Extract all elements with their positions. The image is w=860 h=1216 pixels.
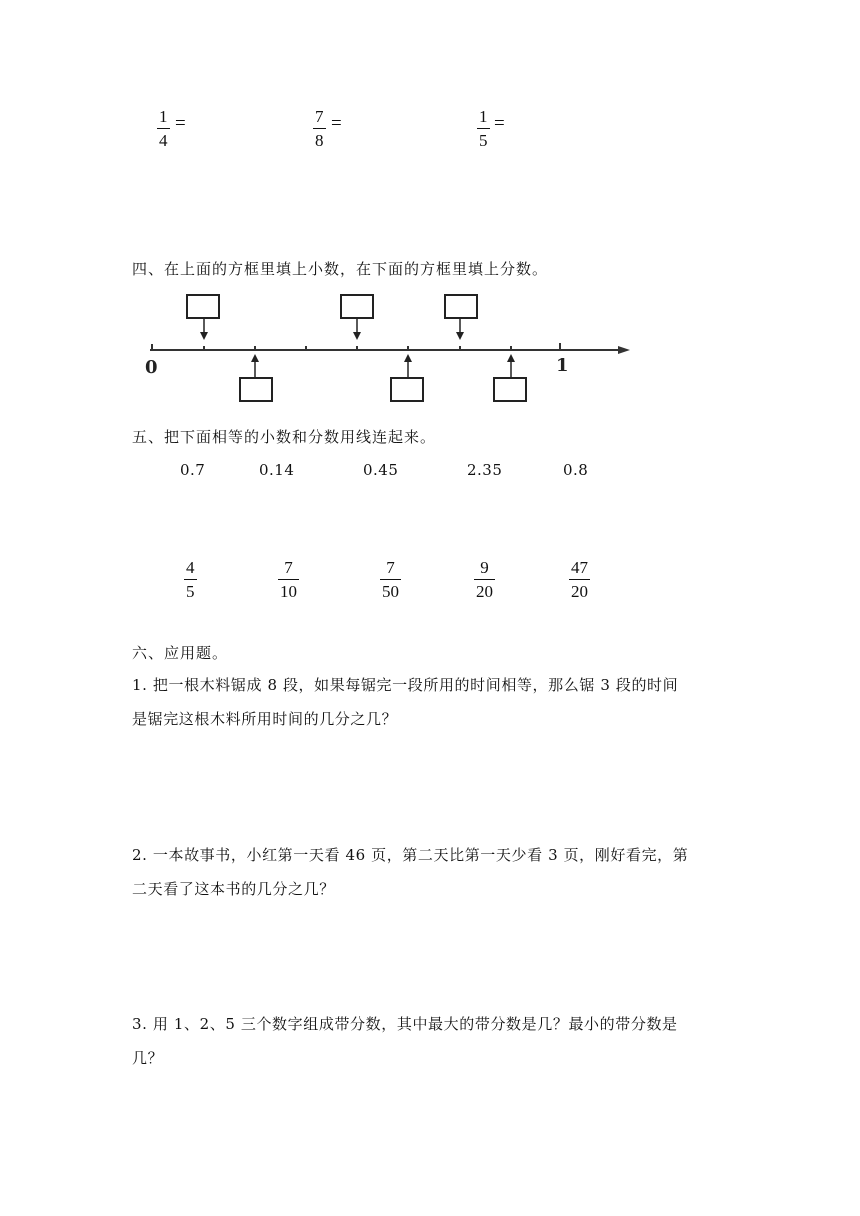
problem-line: 1. 把一根木料锯成 8 段，如果每锯完一段所用的时间相等，那么锯 3 段的时间 [132, 676, 679, 694]
fraction-denominator: 8 [315, 131, 324, 150]
fraction-numerator: 9 [480, 558, 489, 577]
one-label: 1 [556, 355, 569, 376]
fraction-denominator: 20 [571, 582, 588, 601]
fraction-1-4 [157, 108, 170, 149]
problem-line: 几？ [132, 1049, 164, 1067]
fraction-denominator: 5 [186, 582, 195, 601]
equals-sign: = [494, 113, 505, 134]
fraction-denominator: 4 [159, 131, 168, 150]
upper-answer-box[interactable] [445, 295, 477, 318]
fraction-denominator: 5 [479, 131, 488, 150]
problem-line: 2. 一本故事书，小红第一天看 46 页，第二天比第一天少看 3 页，刚好看完，第 [132, 846, 689, 864]
fraction-numerator: 4 [186, 558, 195, 577]
upper-answer-box[interactable] [187, 295, 219, 318]
lower-answer-box[interactable] [240, 378, 272, 401]
word-problem-2 [132, 838, 742, 906]
decimal-item[interactable]: 0.7 [180, 461, 206, 479]
lower-answer-box[interactable] [391, 378, 423, 401]
word-problem-1 [132, 668, 742, 736]
fraction-item[interactable] [380, 559, 401, 600]
problem-line: 是锯完这根木料所用时间的几分之几？ [132, 710, 398, 728]
zero-label: 0 [145, 357, 158, 378]
fraction-item[interactable] [184, 559, 197, 600]
section-5-heading: 五、把下面相等的小数和分数用线连起来。 [132, 428, 437, 446]
fraction-numerator: 47 [571, 558, 588, 577]
section-6-heading: 六、应用题。 [132, 644, 229, 662]
fraction-denominator: 50 [382, 582, 399, 601]
word-problem-3 [132, 1007, 742, 1075]
decimal-item[interactable]: 0.14 [259, 461, 295, 479]
decimal-item[interactable]: 2.35 [467, 461, 503, 479]
fraction-numerator: 1 [479, 107, 488, 126]
decimal-item[interactable]: 0.8 [563, 461, 589, 479]
fraction-numerator: 1 [159, 107, 168, 126]
fraction-denominator: 20 [476, 582, 493, 601]
fraction-item[interactable] [569, 559, 590, 600]
lower-answer-box[interactable] [494, 378, 526, 401]
fraction-item[interactable] [278, 559, 299, 600]
fraction-denominator: 10 [280, 582, 297, 601]
fraction-numerator: 7 [315, 107, 324, 126]
decimal-item[interactable]: 0.45 [363, 461, 399, 479]
axis-arrowhead [618, 346, 630, 354]
section-4-heading: 四、在上面的方框里填上小数，在下面的方框里填上分数。 [132, 260, 549, 278]
fraction-1-5 [477, 108, 490, 149]
equals-sign: = [175, 113, 186, 134]
fraction-numerator: 7 [386, 558, 395, 577]
fraction-numerator: 7 [284, 558, 293, 577]
problem-line: 3. 用 1、2、5 三个数字组成带分数，其中最大的带分数是几？最小的带分数是 [132, 1015, 678, 1033]
fraction-7-8 [313, 108, 326, 149]
equals-sign: = [331, 113, 342, 134]
number-line-diagram [130, 285, 640, 415]
problem-line: 二天看了这本书的几分之几？ [132, 880, 335, 898]
upper-answer-box[interactable] [341, 295, 373, 318]
fraction-item[interactable] [474, 559, 495, 600]
